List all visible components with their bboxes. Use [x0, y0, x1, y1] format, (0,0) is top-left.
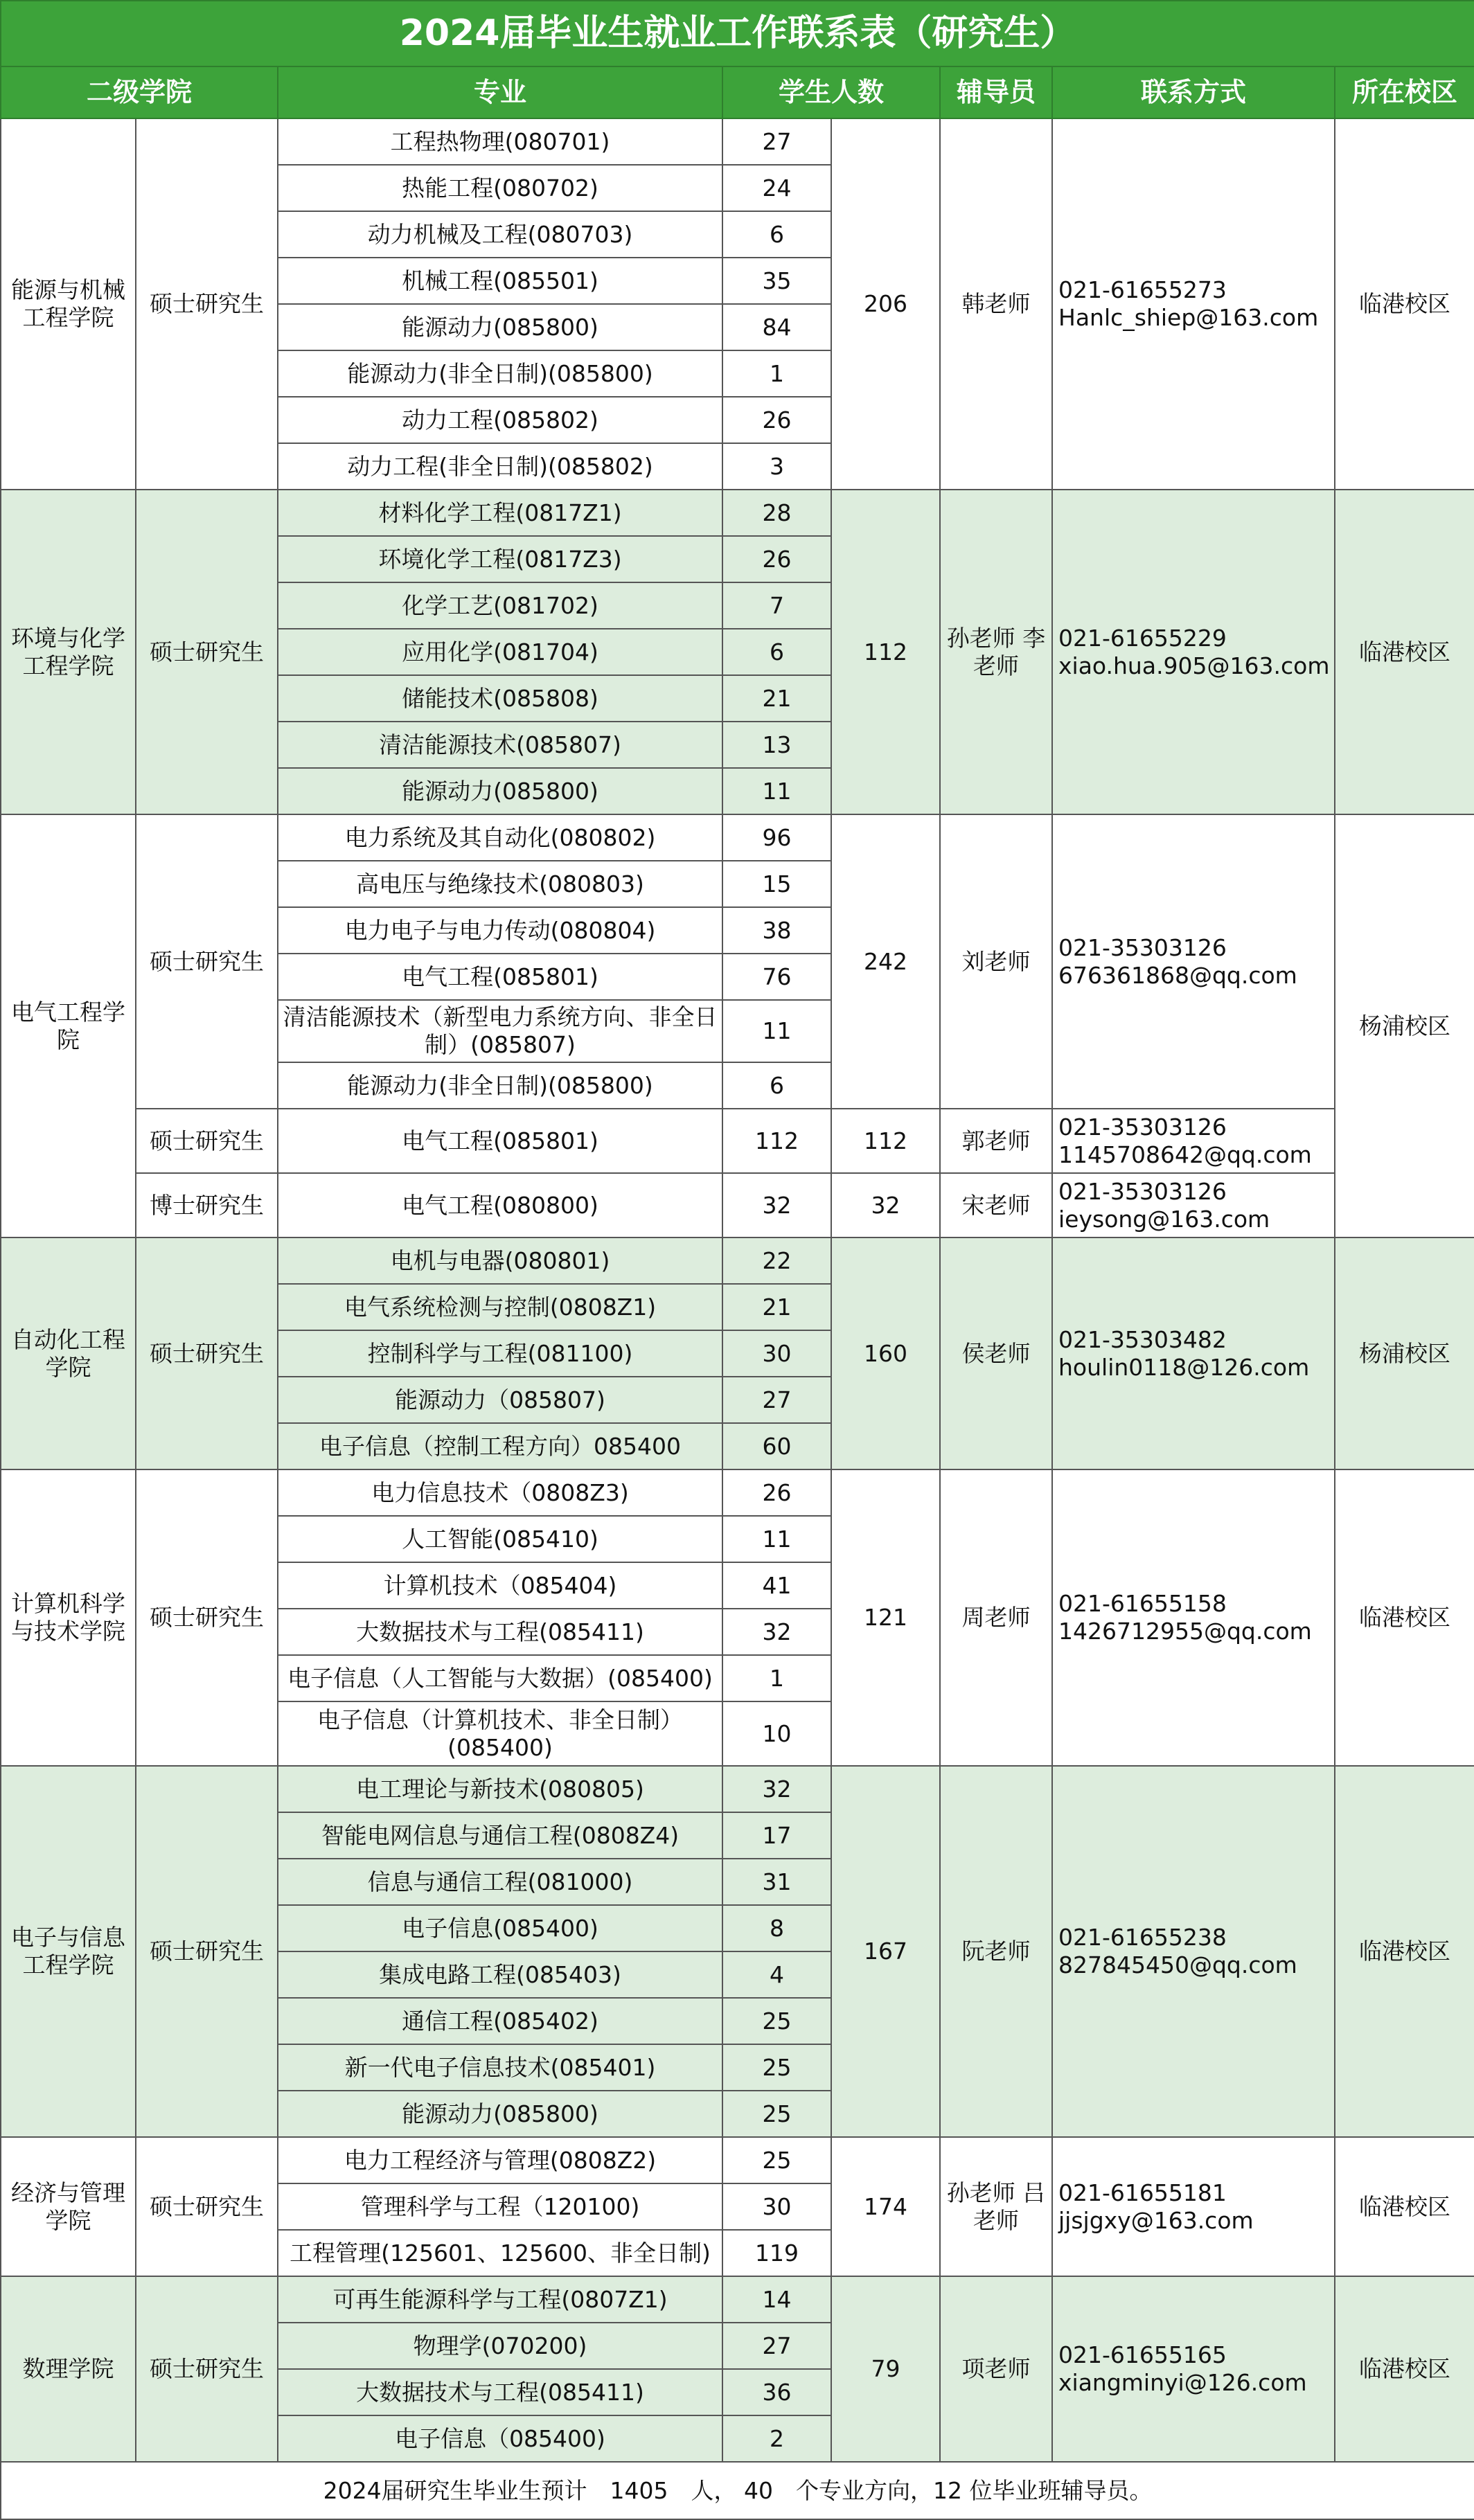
total-count: 32	[831, 1173, 940, 1237]
header-row	[1, 66, 1474, 118]
contact-phone: 021-35303126	[1058, 1177, 1227, 1205]
major-name: 热能工程(080702)	[278, 165, 722, 211]
major-count: 76	[722, 954, 831, 1000]
major-count: 60	[722, 1423, 831, 1469]
table-row	[1, 814, 1474, 861]
major-name: 材料化学工程(0817Z1)	[278, 490, 722, 536]
major-count: 24	[722, 165, 831, 211]
major-count: 10	[722, 1701, 831, 1766]
degree-type: 硕士研究生	[136, 1109, 278, 1173]
contact-phone: 021-61655165	[1058, 2341, 1227, 2369]
contact-email: Hanlc_shiep@163.com	[1058, 304, 1319, 331]
college-name: 电气工程学院	[1, 814, 136, 1237]
header-counselor: 辅导员	[940, 66, 1052, 118]
total-count: 206	[831, 118, 940, 490]
major-count: 22	[722, 1237, 831, 1284]
major-count: 27	[722, 2323, 831, 2369]
college-name: 数理学院	[1, 2276, 136, 2462]
header-count: 学生人数	[722, 66, 940, 118]
major-name: 电力工程经济与管理(0808Z2)	[278, 2137, 722, 2183]
major-name: 计算机技术（085404)	[278, 1562, 722, 1609]
major-count: 11	[722, 1000, 831, 1062]
major-count: 25	[722, 2137, 831, 2183]
header-campus: 所在校区	[1335, 66, 1474, 118]
major-name: 大数据技术与工程(085411)	[278, 2369, 722, 2415]
major-count: 84	[722, 304, 831, 350]
major-name: 通信工程(085402)	[278, 1998, 722, 2044]
counselor-name: 郭老师	[940, 1109, 1052, 1173]
major-count: 28	[722, 490, 831, 536]
major-name: 可再生能源科学与工程(0807Z1)	[278, 2276, 722, 2323]
major-name: 高电压与绝缘技术(080803)	[278, 861, 722, 907]
major-name: 能源动力(085800)	[278, 304, 722, 350]
campus-name: 临港校区	[1335, 490, 1474, 814]
major-count: 30	[722, 1330, 831, 1377]
total-count: 112	[831, 1109, 940, 1173]
major-count: 27	[722, 118, 831, 165]
major-name: 大数据技术与工程(085411)	[278, 1609, 722, 1655]
major-name: 电气工程(080800)	[278, 1173, 722, 1237]
degree-type: 硕士研究生	[136, 490, 278, 814]
college-name: 自动化工程学院	[1, 1237, 136, 1469]
table-row	[1, 1173, 1474, 1237]
table-row	[1, 1766, 1474, 1812]
contact-info	[1052, 118, 1335, 490]
major-count: 119	[722, 2230, 831, 2276]
header-college: 二级学院	[1, 66, 278, 118]
contact-email: houlin0118@126.com	[1058, 1353, 1310, 1381]
major-name: 智能电网信息与通信工程(0808Z4)	[278, 1812, 722, 1859]
degree-type: 硕士研究生	[136, 118, 278, 490]
contact-phone: 021-61655181	[1058, 2179, 1227, 2206]
table-row	[1, 490, 1474, 536]
college-name: 能源与机械工程学院	[1, 118, 136, 490]
major-count: 35	[722, 258, 831, 304]
total-count: 79	[831, 2276, 940, 2462]
major-count: 1	[722, 350, 831, 397]
major-count: 96	[722, 814, 831, 861]
contact-email: 1426712955@qq.com	[1058, 1618, 1312, 1645]
major-count: 1	[722, 1655, 831, 1701]
contact-info	[1052, 1766, 1335, 2137]
major-count: 4	[722, 1951, 831, 1998]
major-name: 能源动力（085807)	[278, 1377, 722, 1423]
major-name: 物理学(070200)	[278, 2323, 722, 2369]
counselor-name: 刘老师	[940, 814, 1052, 1109]
degree-type: 硕士研究生	[136, 814, 278, 1109]
major-count: 14	[722, 2276, 831, 2323]
major-name: 集成电路工程(085403)	[278, 1951, 722, 1998]
contact-info	[1052, 1237, 1335, 1469]
contact-info	[1052, 1109, 1335, 1173]
contact-email: xiao.hua.905@163.com	[1058, 652, 1330, 679]
major-count: 26	[722, 536, 831, 582]
contact-email: 676361868@qq.com	[1058, 961, 1297, 989]
table-row	[1, 1469, 1474, 1516]
counselor-name: 周老师	[940, 1469, 1052, 1766]
contact-email: jjsjgxy@163.com	[1058, 2206, 1254, 2234]
major-name: 电工理论与新技术(080805)	[278, 1766, 722, 1812]
major-name: 电子信息（人工智能与大数据）(085400)	[278, 1655, 722, 1701]
contact-info	[1052, 814, 1335, 1109]
major-count: 3	[722, 443, 831, 490]
major-count: 32	[722, 1766, 831, 1812]
counselor-name: 阮老师	[940, 1766, 1052, 2137]
degree-type: 硕士研究生	[136, 1766, 278, 2137]
major-count: 17	[722, 1812, 831, 1859]
major-count: 30	[722, 2183, 831, 2230]
counselor-name: 宋老师	[940, 1173, 1052, 1237]
major-name: 控制科学与工程(081100)	[278, 1330, 722, 1377]
major-name: 人工智能(085410)	[278, 1516, 722, 1562]
major-count: 36	[722, 2369, 831, 2415]
contact-phone: 021-35303482	[1058, 1325, 1227, 1353]
contact-phone: 021-61655229	[1058, 624, 1227, 652]
major-count: 6	[722, 1062, 831, 1109]
major-name: 电气系统检测与控制(0808Z1)	[278, 1284, 722, 1330]
major-count: 21	[722, 675, 831, 722]
major-name: 环境化学工程(0817Z3)	[278, 536, 722, 582]
degree-type: 硕士研究生	[136, 1469, 278, 1766]
total-count: 242	[831, 814, 940, 1109]
contact-info	[1052, 2276, 1335, 2462]
degree-type: 博士研究生	[136, 1173, 278, 1237]
major-count: 27	[722, 1377, 831, 1423]
major-name: 动力工程(非全日制)(085802)	[278, 443, 722, 490]
total-count: 167	[831, 1766, 940, 2137]
header-major: 专业	[278, 66, 722, 118]
major-count: 6	[722, 629, 831, 675]
major-name: 储能技术(085808)	[278, 675, 722, 722]
table-row	[1, 2137, 1474, 2183]
major-count: 2	[722, 2415, 831, 2462]
major-name: 能源动力(非全日制)(085800)	[278, 350, 722, 397]
major-name: 电力电子与电力传动(080804)	[278, 907, 722, 954]
major-name: 新一代电子信息技术(085401)	[278, 2044, 722, 2091]
major-count: 38	[722, 907, 831, 954]
total-count: 121	[831, 1469, 940, 1766]
major-name: 清洁能源技术(085807)	[278, 722, 722, 768]
major-count: 13	[722, 722, 831, 768]
campus-name: 临港校区	[1335, 2276, 1474, 2462]
header-contact: 联系方式	[1052, 66, 1335, 118]
summary-footer: 2024届研究生毕业生预计 1405 人， 40 个专业方向，12 位毕业班辅导员。	[1, 2462, 1474, 2519]
college-name: 环境与化学工程学院	[1, 490, 136, 814]
table-body	[1, 118, 1474, 2462]
major-count: 26	[722, 397, 831, 443]
major-count: 11	[722, 768, 831, 814]
major-name: 工程管理(125601、125600、非全日制)	[278, 2230, 722, 2276]
major-count: 26	[722, 1469, 831, 1516]
major-name: 能源动力(085800)	[278, 768, 722, 814]
major-name: 工程热物理(080701)	[278, 118, 722, 165]
major-name: 应用化学(081704)	[278, 629, 722, 675]
major-name: 电子信息（控制工程方向）085400	[278, 1423, 722, 1469]
college-name: 电子与信息工程学院	[1, 1766, 136, 2137]
table-row	[1, 1237, 1474, 1284]
major-count: 112	[722, 1109, 831, 1173]
total-count: 112	[831, 490, 940, 814]
degree-type: 硕士研究生	[136, 2276, 278, 2462]
counselor-name: 孙老师 吕老师	[940, 2137, 1052, 2276]
major-name: 管理科学与工程（120100)	[278, 2183, 722, 2230]
contact-email: ieysong@163.com	[1058, 1205, 1270, 1233]
college-name: 计算机科学与技术学院	[1, 1469, 136, 1766]
major-name: 电子信息(085400)	[278, 1905, 722, 1951]
table-row	[1, 2276, 1474, 2323]
table-row	[1, 1109, 1474, 1173]
major-count: 11	[722, 1516, 831, 1562]
major-name: 电力系统及其自动化(080802)	[278, 814, 722, 861]
major-name: 电力信息技术（0808Z3)	[278, 1469, 722, 1516]
campus-name: 杨浦校区	[1335, 814, 1474, 1237]
degree-type: 硕士研究生	[136, 2137, 278, 2276]
major-count: 25	[722, 2044, 831, 2091]
counselor-name: 项老师	[940, 2276, 1052, 2462]
major-name: 动力工程(085802)	[278, 397, 722, 443]
major-name: 动力机械及工程(080703)	[278, 211, 722, 258]
counselor-name: 韩老师	[940, 118, 1052, 490]
major-name: 电气工程(085801)	[278, 954, 722, 1000]
major-name: 信息与通信工程(081000)	[278, 1859, 722, 1905]
contact-phone: 021-61655273	[1058, 276, 1227, 304]
major-name: 电气工程(085801)	[278, 1109, 722, 1173]
major-count: 6	[722, 211, 831, 258]
major-count: 32	[722, 1173, 831, 1237]
contact-phone: 021-61655158	[1058, 1590, 1227, 1618]
degree-type: 硕士研究生	[136, 1237, 278, 1469]
major-count: 25	[722, 2091, 831, 2137]
contact-info	[1052, 2137, 1335, 2276]
contact-info	[1052, 1173, 1335, 1237]
contact-phone: 021-35303126	[1058, 933, 1227, 961]
major-count: 8	[722, 1905, 831, 1951]
total-count: 174	[831, 2137, 940, 2276]
major-count: 25	[722, 1998, 831, 2044]
page-title: 2024届毕业生就业工作联系表（研究生）	[1, 1, 1474, 66]
counselor-name: 侯老师	[940, 1237, 1052, 1469]
major-count: 15	[722, 861, 831, 907]
major-count: 31	[722, 1859, 831, 1905]
campus-name: 临港校区	[1335, 1766, 1474, 2137]
major-name: 能源动力(085800)	[278, 2091, 722, 2137]
major-name: 清洁能源技术（新型电力系统方向、非全日制）(085807)	[278, 1000, 722, 1062]
contact-email: 827845450@qq.com	[1058, 1951, 1297, 1978]
campus-name: 杨浦校区	[1335, 1237, 1474, 1469]
major-count: 41	[722, 1562, 831, 1609]
major-name: 电子信息（计算机技术、非全日制）(085400)	[278, 1701, 722, 1766]
campus-name: 临港校区	[1335, 1469, 1474, 1766]
table-row	[1, 118, 1474, 165]
major-name: 能源动力(非全日制)(085800)	[278, 1062, 722, 1109]
contact-email: xiangminyi@126.com	[1058, 2369, 1307, 2396]
campus-name: 临港校区	[1335, 118, 1474, 490]
contact-phone: 021-35303126	[1058, 1113, 1227, 1141]
major-count: 32	[722, 1609, 831, 1655]
counselor-name: 孙老师 李老师	[940, 490, 1052, 814]
major-count: 21	[722, 1284, 831, 1330]
contact-info	[1052, 490, 1335, 814]
major-name: 化学工艺(081702)	[278, 582, 722, 629]
major-name: 机械工程(085501)	[278, 258, 722, 304]
major-name: 电子信息（085400)	[278, 2415, 722, 2462]
contact-phone: 021-61655238	[1058, 1924, 1227, 1951]
campus-name: 临港校区	[1335, 2137, 1474, 2276]
major-count: 7	[722, 582, 831, 629]
college-name: 经济与管理学院	[1, 2137, 136, 2276]
major-name: 电机与电器(080801)	[278, 1237, 722, 1284]
contact-email: 1145708642@qq.com	[1058, 1141, 1312, 1168]
total-count: 160	[831, 1237, 940, 1469]
contact-info	[1052, 1469, 1335, 1766]
